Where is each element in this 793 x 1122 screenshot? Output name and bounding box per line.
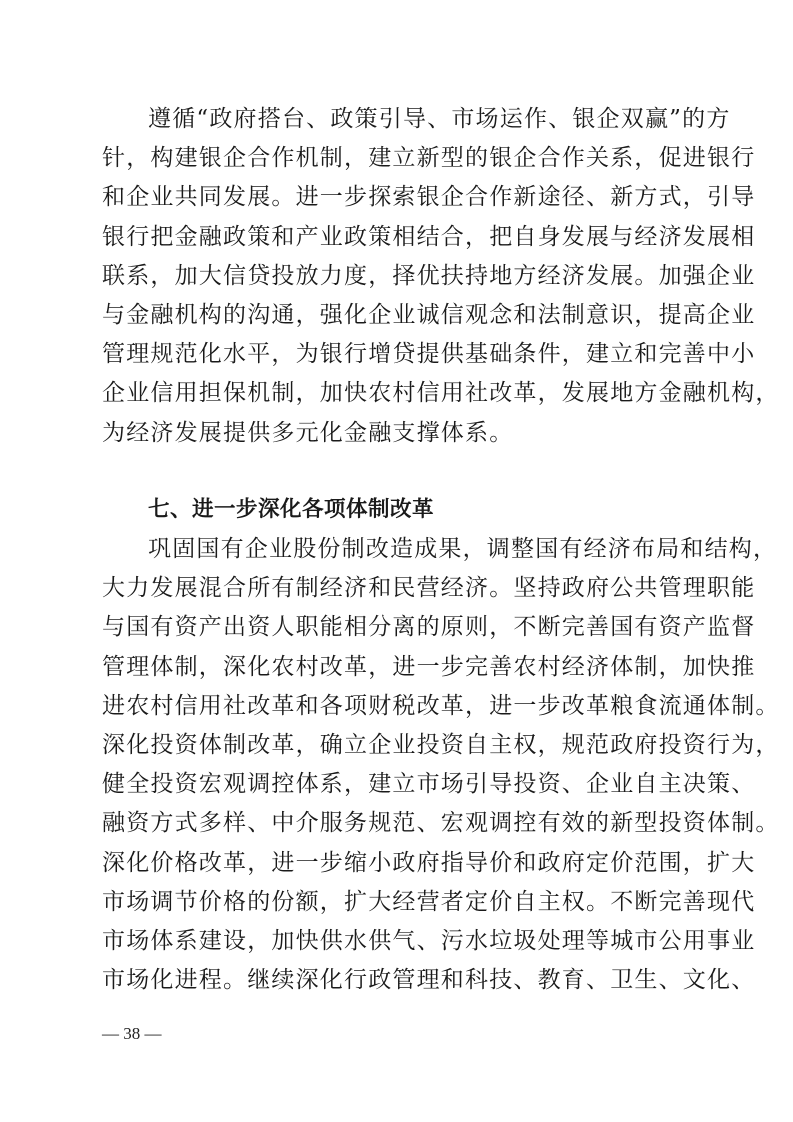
paragraph-line: 大力发展混合所有制经济和民营经济。坚持政府公共管理职能	[102, 575, 756, 602]
paragraph-line: 市场化进程。继续深化行政管理和科技、教育、卫生、文化、	[102, 967, 756, 994]
paragraph-line: 管理体制，深化农村改革，进一步完善农村经济体制，加快推	[102, 653, 756, 680]
paragraph-line: 遵循“政府搭台、政策引导、市场运作、银企双赢”的方	[148, 106, 731, 132]
paragraph-line: 深化价格改革，进一步缩小政府指导价和政府定价范围，扩大	[102, 849, 756, 876]
page-number: — 38 —	[102, 1024, 162, 1043]
paragraph-line: 管理规范化水平，为银行增贷提供基础条件，建立和完善中小	[102, 341, 756, 368]
paragraph-line: 进农村信用社改革和各项财税改革，进一步改革粮食流通体制。	[102, 692, 780, 719]
paragraph-line: 深化投资体制改革，确立企业投资自主权，规范政府投资行为，	[102, 731, 780, 758]
paragraph-line: 企业信用担保机制，加快农村信用社改革，发展地方金融机构，	[102, 380, 780, 407]
paragraph-line: 市场体系建设，加快供水供气、污水垃圾处理等城市公用事业	[102, 927, 756, 954]
paragraph-line: 针，构建银企合作机制，建立新型的银企合作关系，促进银行	[102, 145, 756, 172]
paragraph-line: 联系，加大信贷投放力度，择优扶持地方经济发展。加强企业	[102, 262, 756, 289]
paragraph-line: 巩固国有企业股份制改造成果，调整国有经济布局和结构，	[148, 536, 778, 562]
paragraph-bank-enterprise	[102, 100, 780, 453]
paragraph-line: 与金融机构的沟通，强化企业诚信观念和法制意识，提高企业	[102, 301, 756, 328]
paragraph-line: 健全投资宏观调控体系，建立市场引导投资、企业自主决策、	[102, 771, 756, 798]
paragraph-line: 为经济发展提供多元化金融支撑体系。	[102, 419, 514, 446]
paragraph-line: 和企业共同发展。进一步探索银企合作新途径、新方式，引导	[102, 184, 756, 211]
paragraph-line: 与国有资产出资人职能相分离的原则，不断完善国有资产监督	[102, 614, 756, 641]
section-heading: 七、进一步深化各项体制改革	[148, 497, 435, 522]
paragraph-system-reform	[102, 530, 780, 1000]
paragraph-line: 银行把金融政策和产业政策相结合，把自身发展与经济发展相	[102, 223, 756, 250]
paragraph-line: 融资方式多样、中介服务规范、宏观调控有效的新型投资体制。	[102, 810, 780, 837]
paragraph-line: 市场调节价格的份额，扩大经营者定价自主权。不断完善现代	[102, 888, 756, 915]
